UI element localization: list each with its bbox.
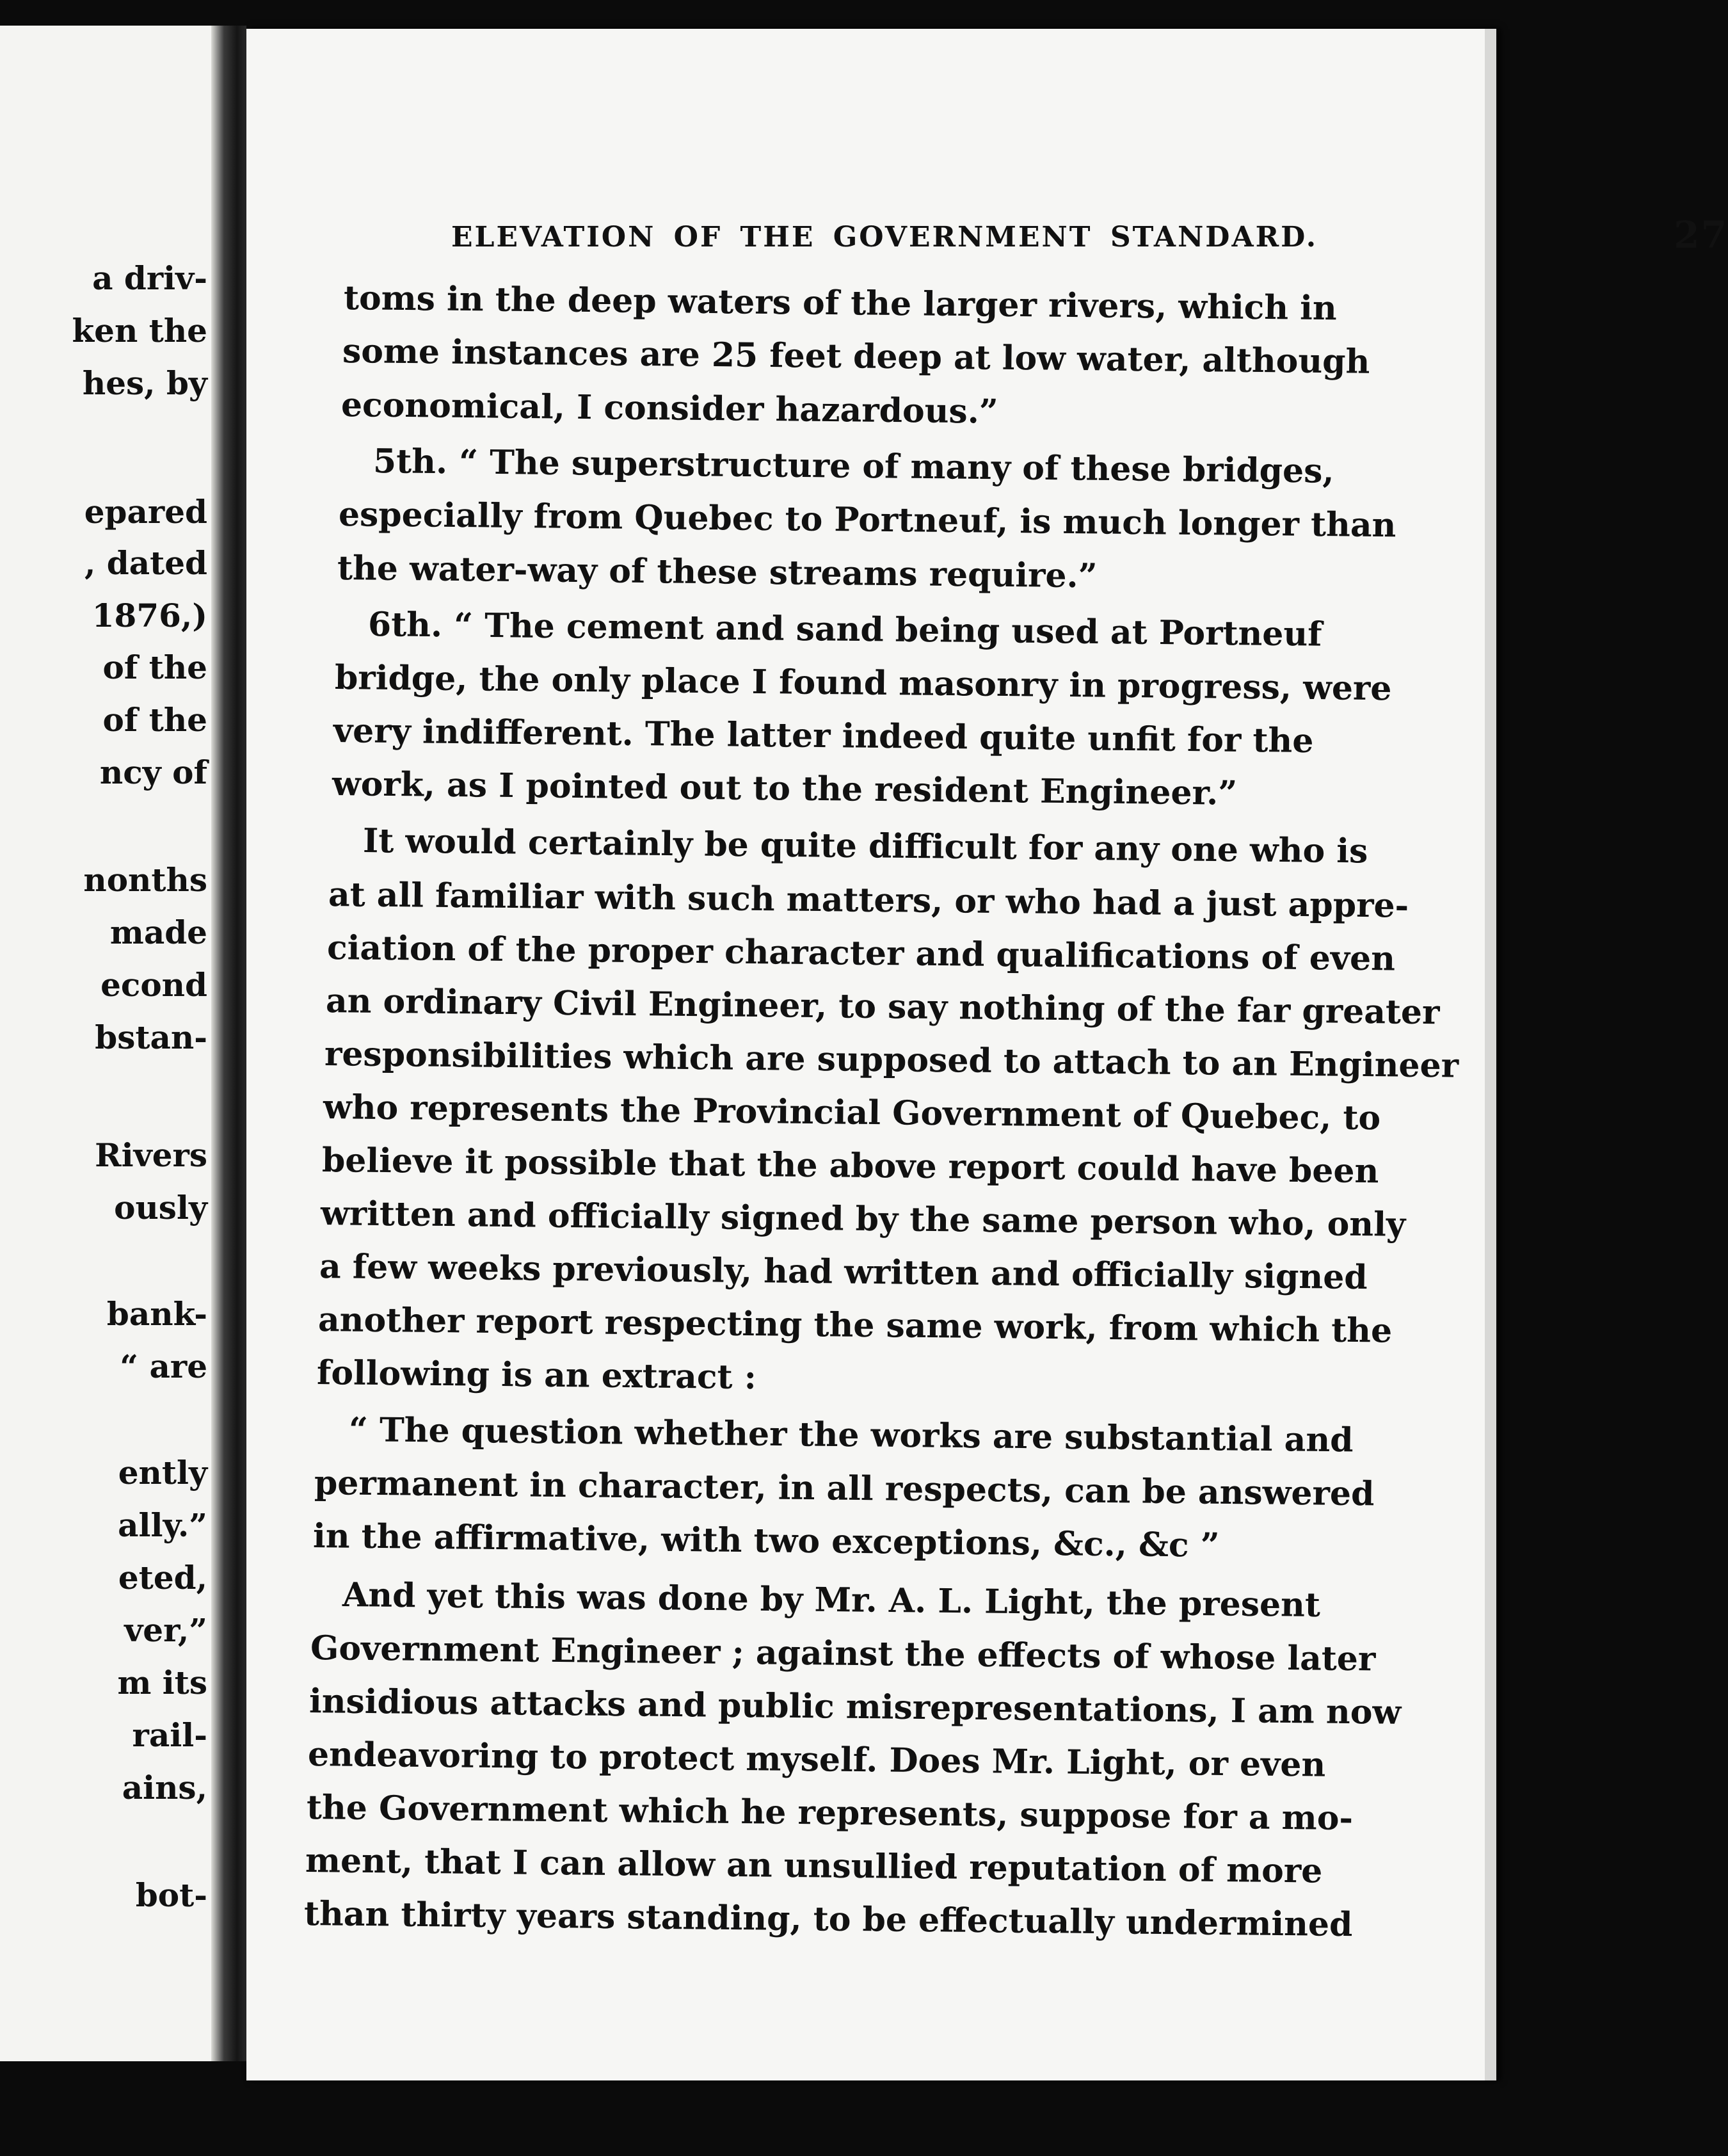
left-line: epared bbox=[84, 493, 207, 531]
right-page bbox=[246, 29, 1728, 2080]
left-line: ncy of bbox=[99, 753, 207, 791]
text-line: bridge, the only place I found masonry in progress, were bbox=[334, 658, 1392, 709]
left-line: ains, bbox=[122, 1769, 207, 1806]
left-line: “ are bbox=[120, 1348, 207, 1385]
left-line: m its bbox=[117, 1664, 207, 1701]
text-line: than thirty years standing, to be effectually undermined bbox=[303, 1894, 1353, 1945]
text-line: written and officially signed by the same person who, only bbox=[320, 1194, 1406, 1244]
left-line: bank- bbox=[106, 1295, 207, 1333]
text-line: It would certainly be quite difficult for any one who is bbox=[362, 821, 1368, 871]
text-line: 6th. “ The cement and sand being used at Portneuf bbox=[367, 605, 1322, 654]
text-line: “ The question whether the works are substantial and bbox=[348, 1410, 1354, 1460]
text-line: some instances are 25 feet deep at low water, although bbox=[342, 332, 1370, 382]
left-line: rail- bbox=[132, 1716, 207, 1754]
text-line: permanent in character, in all respects, can be answered bbox=[314, 1463, 1375, 1514]
text-line: a few weeks previously, had written and officially signed bbox=[319, 1247, 1368, 1298]
text-line: another report respecting the same work, from which the bbox=[317, 1300, 1393, 1351]
text-line: Government Engineer ; against the effects of whose later bbox=[310, 1629, 1376, 1679]
text-line: in the affirmative, with two exceptions, &c., &c ” bbox=[312, 1516, 1220, 1565]
left-line: eted, bbox=[118, 1559, 207, 1597]
left-line: 1876,) bbox=[92, 597, 207, 634]
left-line: of the bbox=[102, 701, 207, 739]
text-line: work, as I pointed out to the resident Engineer.” bbox=[332, 764, 1238, 813]
text-line: believe it possible that the above report could have been bbox=[321, 1141, 1379, 1191]
text-line: 5th. “ The superstructure of many of these bridges, bbox=[372, 442, 1334, 491]
text-line: responsibilities which are supposed to attach to an Engineer bbox=[324, 1034, 1459, 1086]
left-line: hes, by bbox=[82, 364, 207, 402]
text-line: the water-way of these streams require.” bbox=[337, 549, 1098, 596]
left-line: of the bbox=[102, 648, 207, 686]
left-line: nonths bbox=[83, 861, 207, 899]
left-line: ously bbox=[114, 1189, 207, 1227]
text-line: very indifferent. The latter indeed quite unfit for the bbox=[333, 711, 1314, 761]
left-line: ken the bbox=[72, 312, 207, 350]
book-gutter bbox=[211, 26, 246, 2061]
left-page bbox=[0, 26, 211, 2061]
text-line: an ordinary Civil Engineer, to say nothing of the far greater bbox=[325, 981, 1440, 1033]
left-line: ver,” bbox=[124, 1611, 207, 1649]
text-line: economical, I consider hazardous.” bbox=[340, 385, 999, 431]
text-line: toms in the deep waters of the larger rivers, which in bbox=[343, 278, 1338, 328]
left-line: a driv- bbox=[92, 259, 207, 297]
text-line: following is an extract : bbox=[316, 1353, 757, 1397]
text-line: ment, that I can allow an unsullied reputation of more bbox=[305, 1841, 1323, 1891]
text-line: insidious attacks and public misrepresentations, I am now bbox=[308, 1682, 1402, 1732]
left-line: econd bbox=[100, 966, 207, 1004]
text-line: And yet this was done by Mr. A. L. Light, the present bbox=[342, 1575, 1321, 1625]
left-line: made bbox=[109, 913, 207, 951]
text-line: who represents the Provincial Government of Quebec, to bbox=[323, 1088, 1381, 1138]
left-line: Rivers bbox=[95, 1136, 207, 1174]
left-line: bot- bbox=[135, 1876, 207, 1914]
text-line: the Government which he represents, suppose for a mo- bbox=[306, 1788, 1354, 1838]
text-line: especially from Quebec to Portneuf, is much longer than bbox=[338, 495, 1396, 545]
text-line: endeavoring to protect myself. Does Mr. Light, or even bbox=[307, 1735, 1326, 1785]
text-line: at all familiar with such matters, or who had a just appre- bbox=[328, 875, 1409, 926]
running-head: ELEVATION OF THE GOVERNMENT STANDARD. bbox=[451, 221, 1318, 253]
page-number: 27 bbox=[1674, 213, 1728, 257]
text-line: ciation of the proper character and qualifications of even bbox=[326, 928, 1396, 979]
left-line: bstan- bbox=[95, 1018, 207, 1056]
left-line: ently bbox=[118, 1454, 207, 1492]
left-line: , dated bbox=[84, 544, 207, 582]
left-line: ally.” bbox=[118, 1506, 207, 1544]
